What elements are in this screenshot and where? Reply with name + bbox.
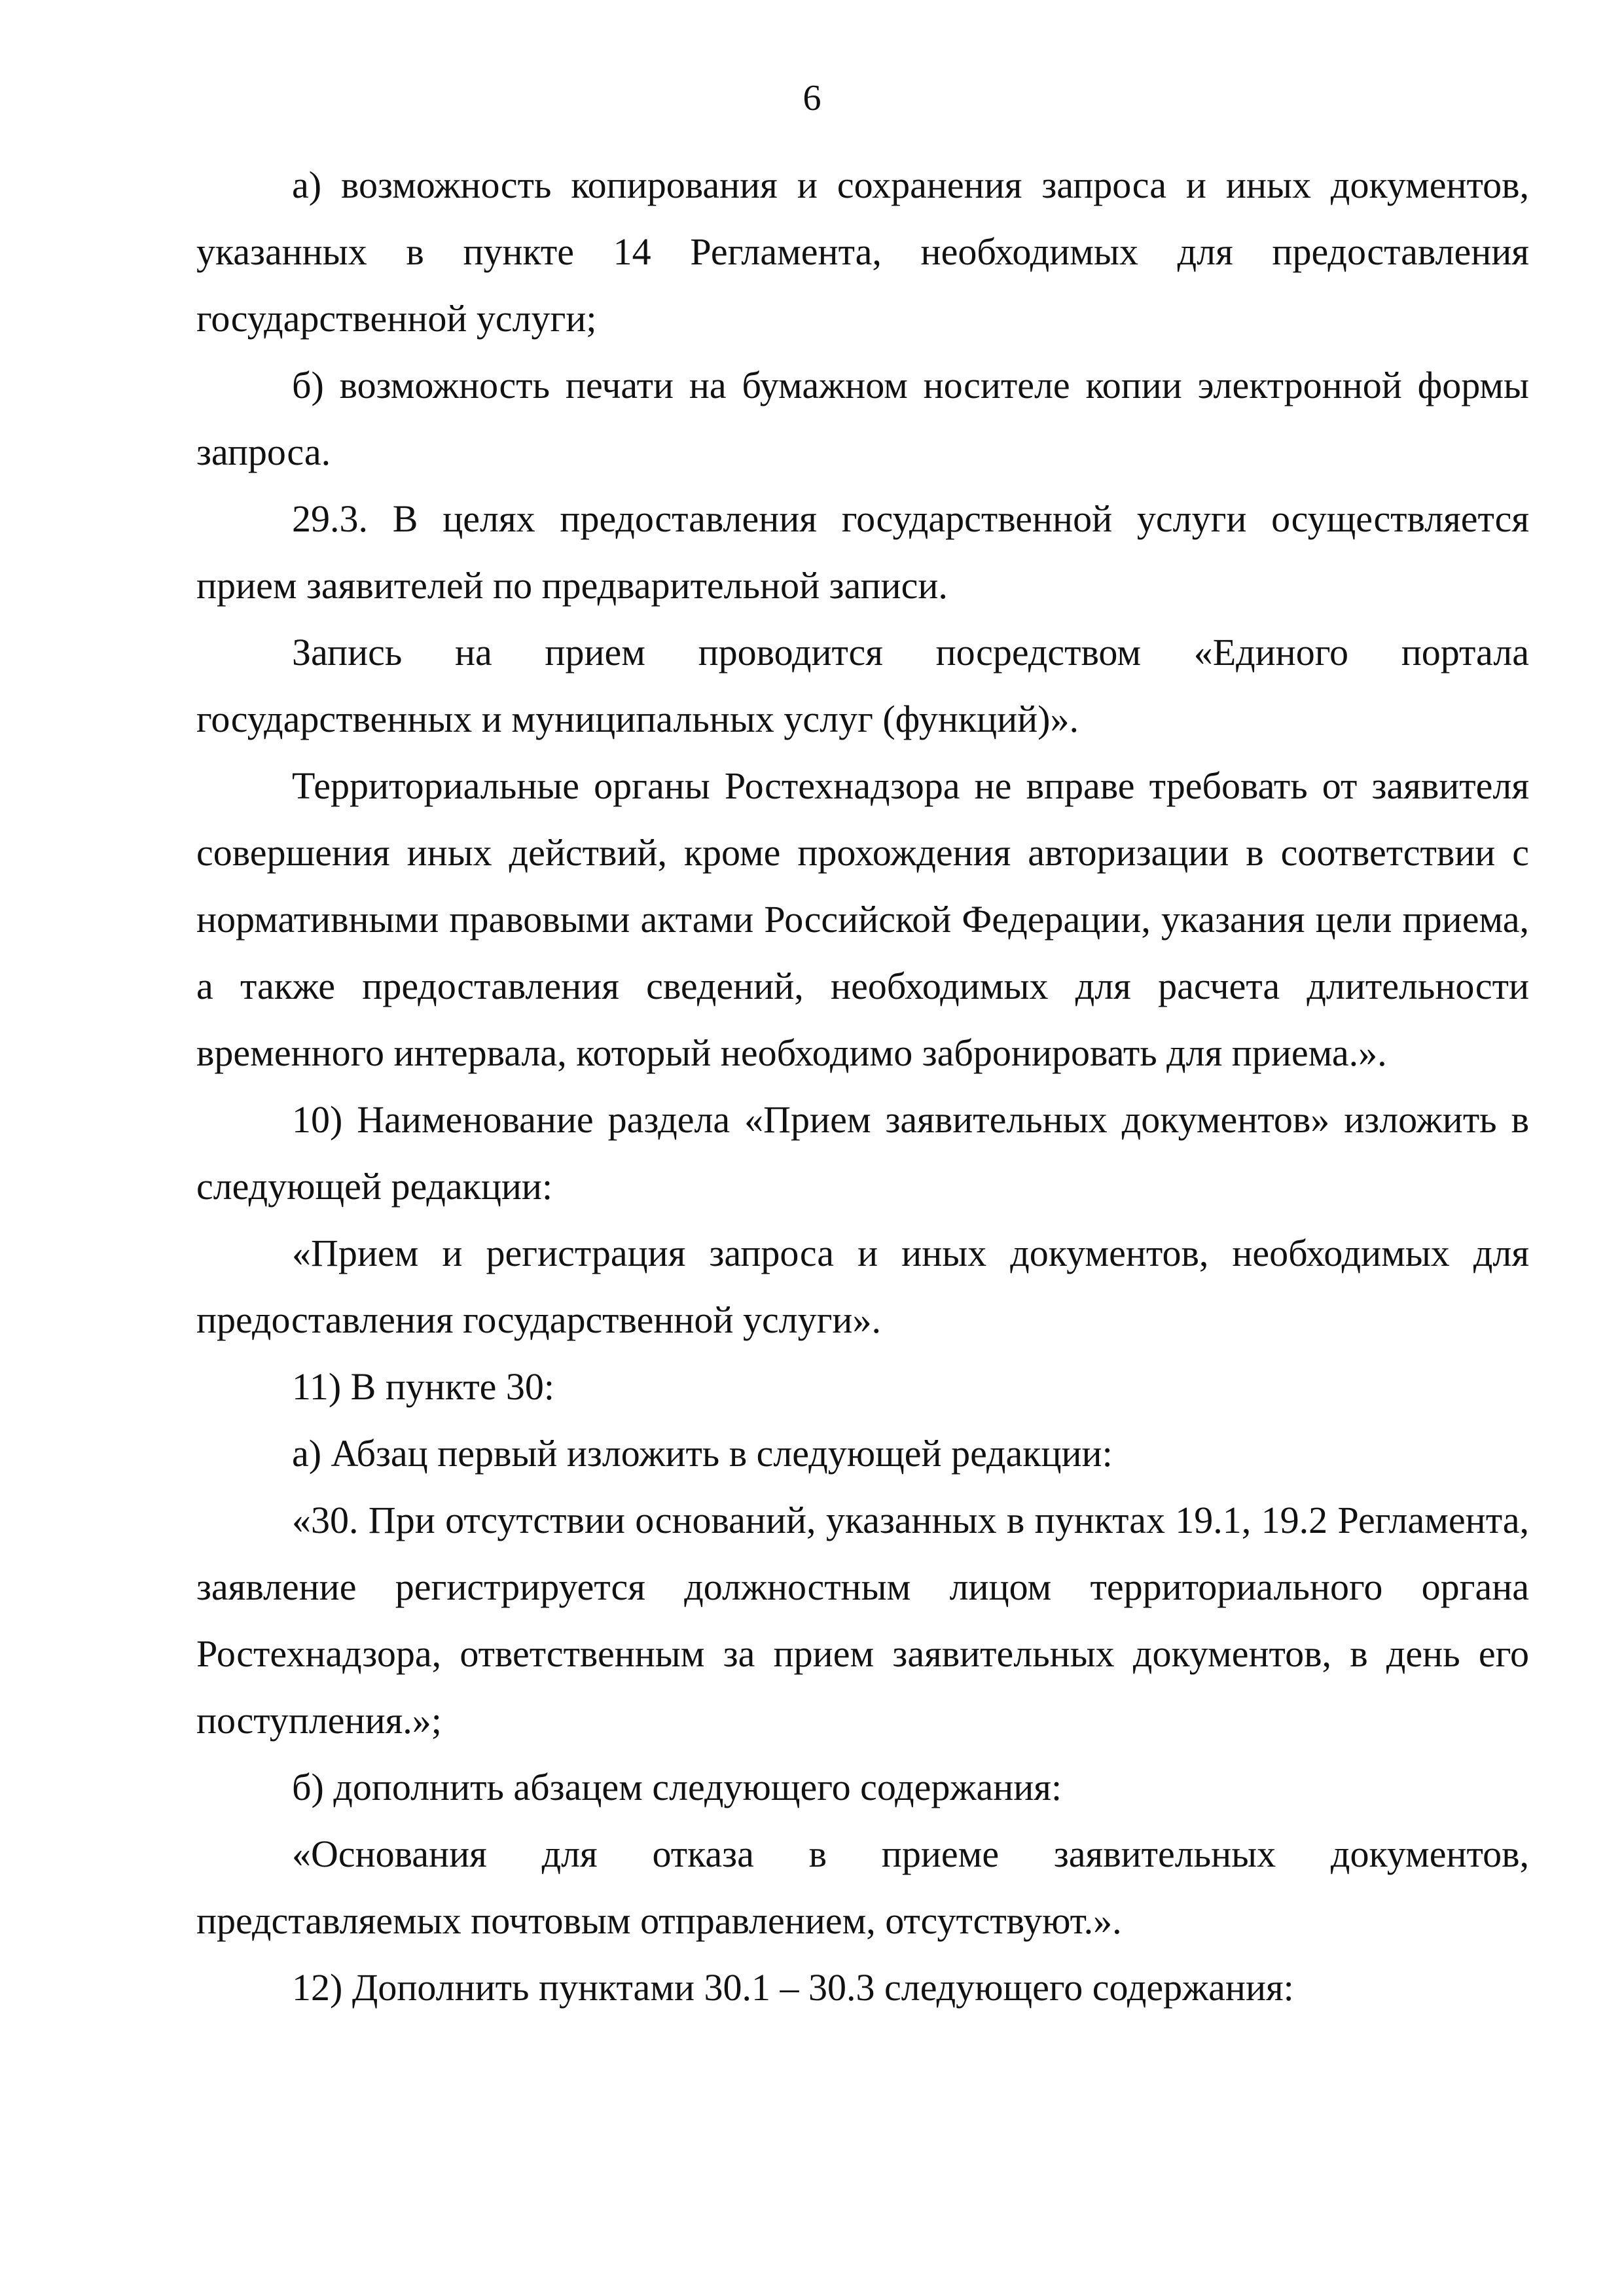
paragraph-territorial-bodies: Территориальные органы Ростехнадзора не вправе требовать от заявителя совершения иных действий, кроме прохождения авторизации в соответствии с нормативными правовыми актами Российской Федерации, указания цели приема, а также предоставления сведений, необходимых для расчета длительности временного интервала, который необходимо забронировать для приема.». — [196, 764, 1529, 1074]
paragraph-section-title: «Прием и регистрация запроса и иных документов, необходимых для предоставления государственной услуги». — [196, 1232, 1529, 1341]
paragraph-item-11: 11) В пункте 30: — [292, 1365, 555, 1408]
paragraph-point-30: «30. При отсутствии оснований, указанных в пунктах 19.1, 19.2 Регламента, заявление регистрируется должностным лицом территориального органа Ростехнадзора, ответственным за прием заявительных документов, в день его поступления.»; — [196, 1499, 1529, 1742]
paragraph-11-a: а) Абзац первый изложить в следующей редакции: — [292, 1432, 1113, 1475]
page-number: 6 — [803, 78, 821, 118]
paragraph-appointment-portal: Запись на прием проводится посредством «Единого портала государственных и муниципальных услуг (функций)». — [196, 631, 1529, 740]
paragraph-item-10: 10) Наименование раздела «Прием заявительных документов» изложить в следующей редакции: — [196, 1098, 1529, 1208]
document-body — [196, 152, 1529, 2021]
paragraph-copy-save: а) возможность копирования и сохранения запроса и иных документов, указанных в пункте 14 Регламента, необходимых для предоставления государственной услуги; — [196, 164, 1529, 340]
paragraph-no-refusal-grounds: «Основания для отказа в приеме заявительных документов, представляемых почтовым отправлением, отсутствуют.». — [196, 1833, 1529, 1942]
paragraph-print-copy: б) возможность печати на бумажном носителе копии электронной формы запроса. — [196, 364, 1529, 473]
paragraph-29-3: 29.3. В целях предоставления государственной услуги осуществляется прием заявителей по предварительной записи. — [196, 497, 1529, 607]
paragraph-11-b: б) дополнить абзацем следующего содержания: — [292, 1766, 1062, 1808]
paragraph-item-12: 12) Дополнить пунктами 30.1 – 30.3 следующего содержания: — [292, 1966, 1294, 2009]
